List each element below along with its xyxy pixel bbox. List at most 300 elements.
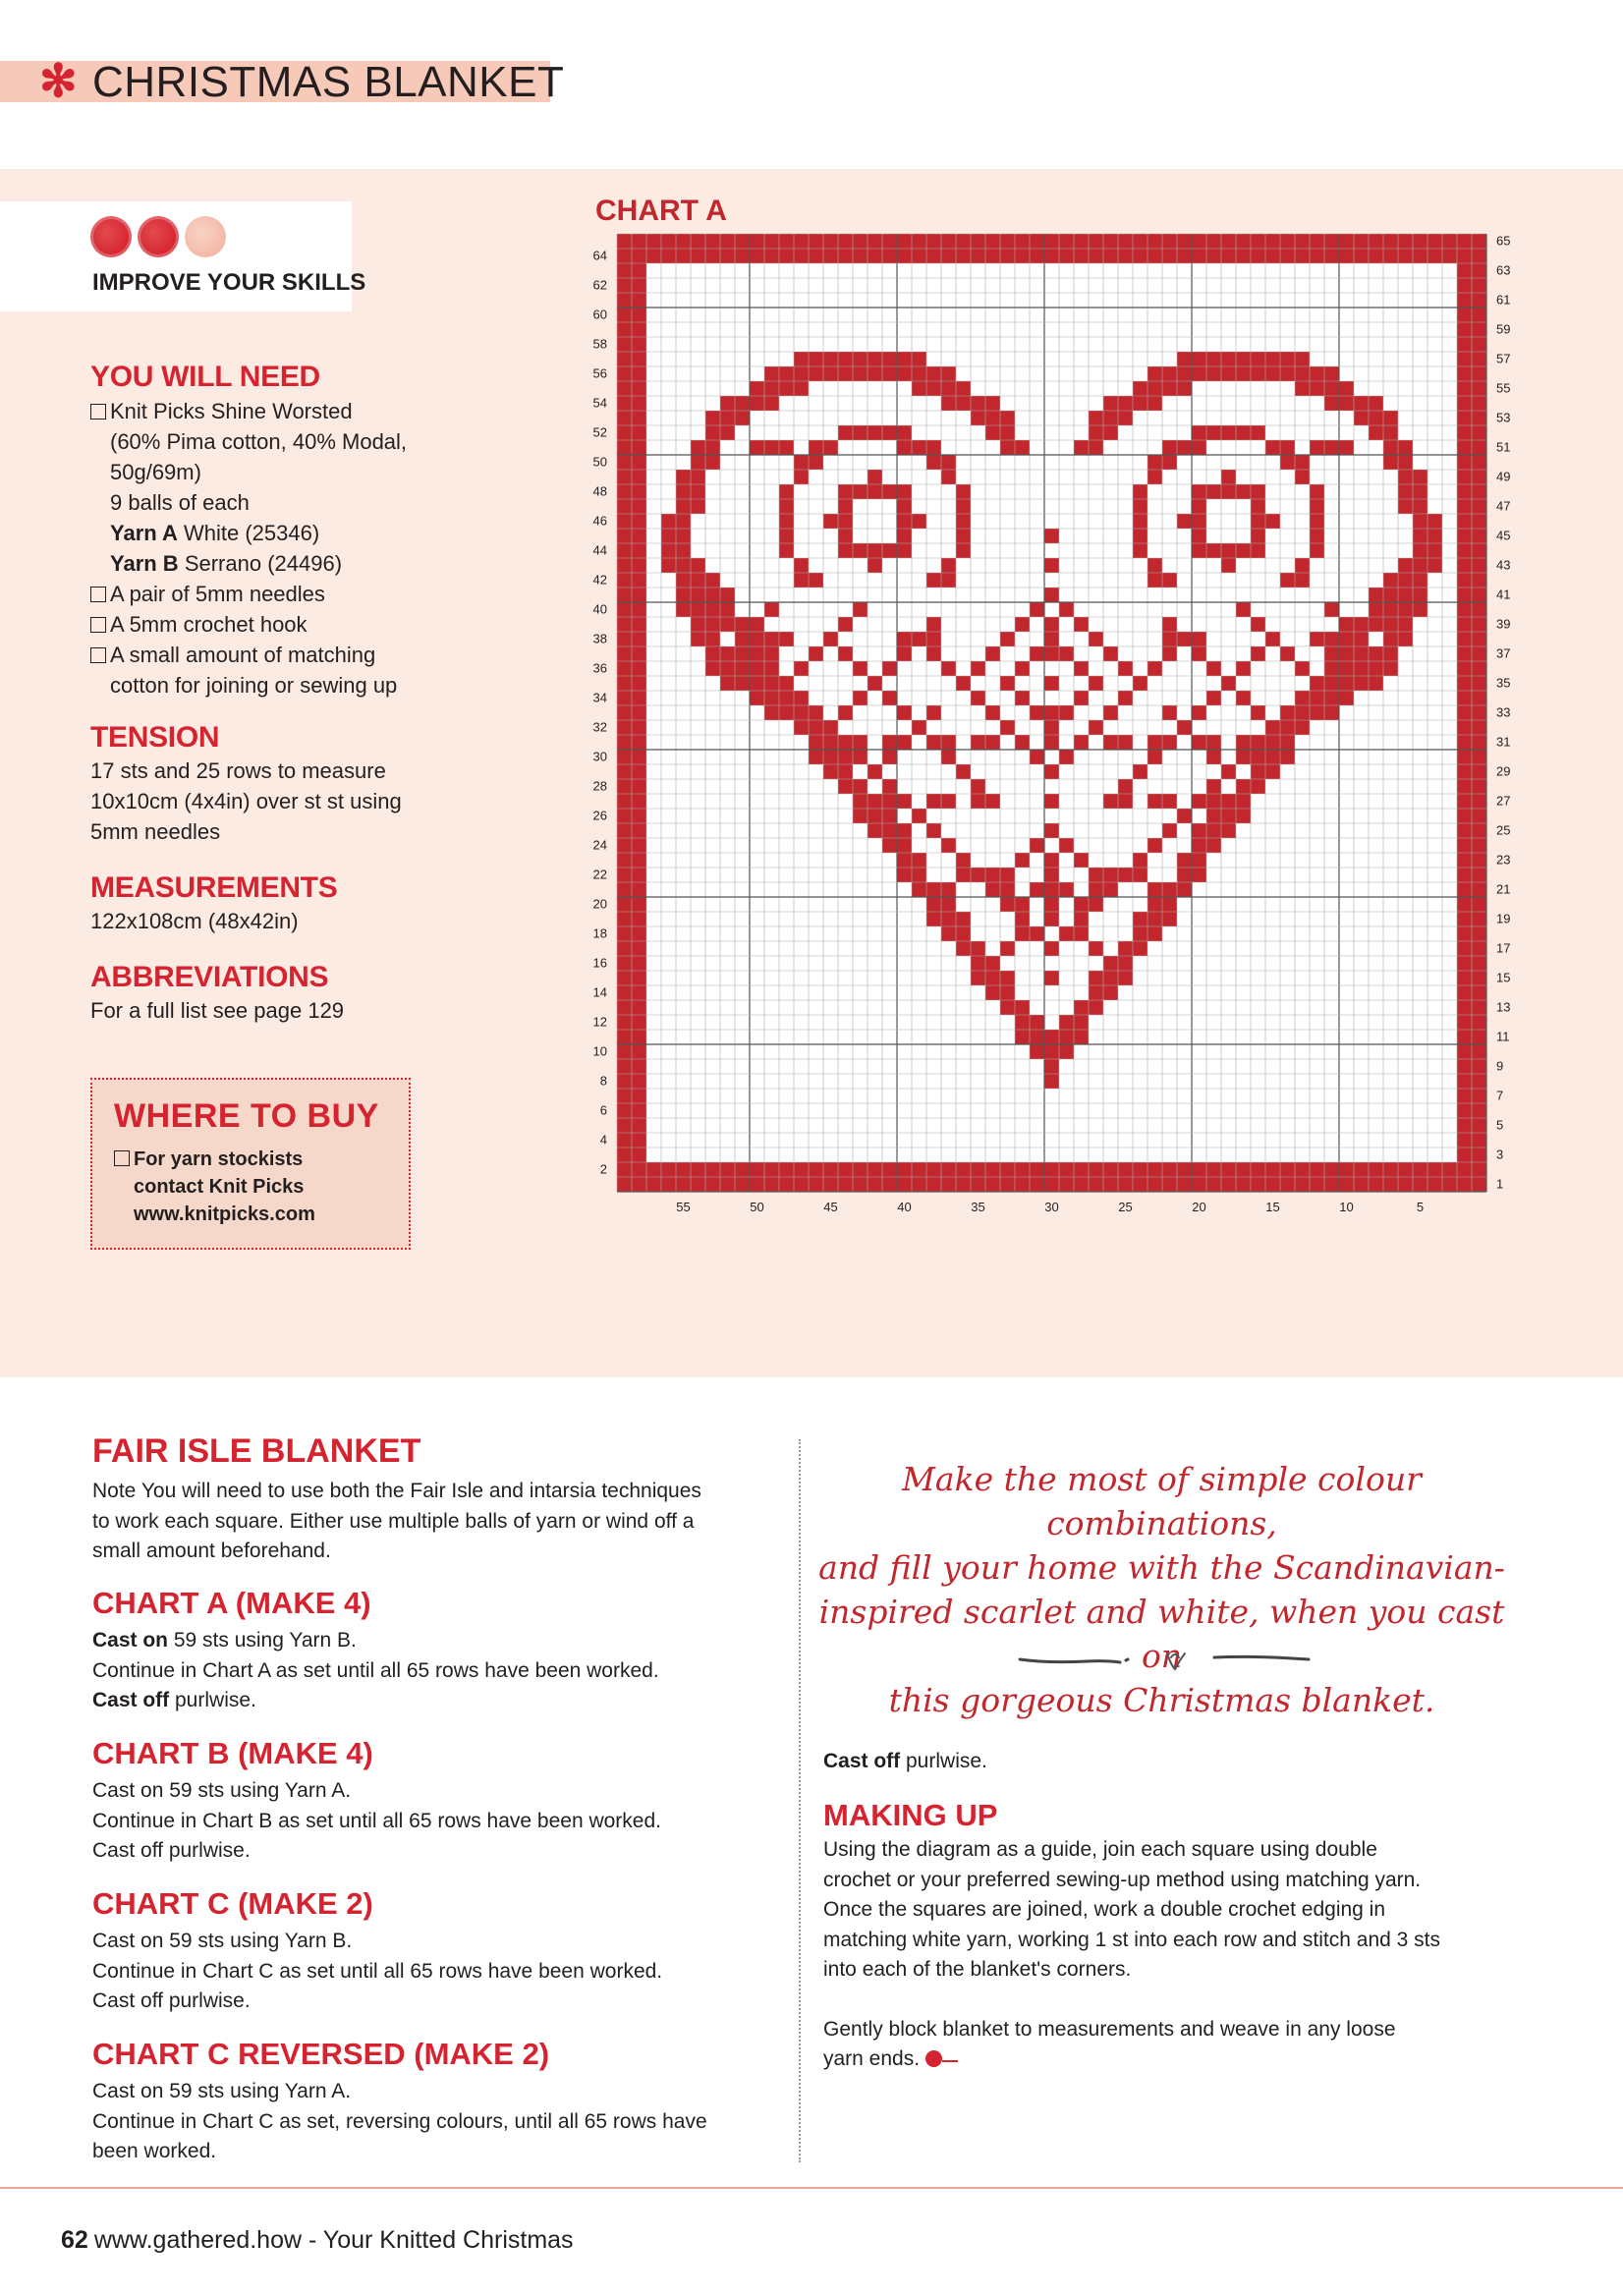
- stitch-cell: [1472, 337, 1486, 352]
- stitch-cell: [632, 1162, 646, 1177]
- stitch-cell: [1147, 926, 1162, 941]
- stitch-cell: [838, 529, 853, 543]
- stitch-cell: [1147, 1162, 1162, 1177]
- stitch-cell: [985, 396, 1000, 411]
- stitch-cell: [1457, 691, 1472, 705]
- stitch-cell: [1472, 322, 1486, 337]
- skill-rating: [90, 216, 226, 257]
- row-label: 34: [592, 690, 607, 705]
- stitch-cell: [632, 455, 646, 470]
- stitch-cell: [1118, 411, 1133, 425]
- stitch-cell: [1133, 1177, 1147, 1192]
- stitch-cell: [1147, 897, 1162, 912]
- stitch-cell: [1192, 853, 1206, 868]
- stitch-cell: [632, 1059, 646, 1074]
- stitch-cell: [735, 1177, 750, 1192]
- stitch-cell: [1000, 411, 1015, 425]
- stitch-cell: [912, 809, 926, 823]
- stitch-cell: [705, 1177, 720, 1192]
- stitch-cell: [691, 602, 705, 617]
- stitch-cell: [1457, 676, 1472, 691]
- note-line: small amount beforehand.: [92, 1540, 331, 1562]
- stitch-cell: [1472, 1030, 1486, 1044]
- stitch-cell: [897, 838, 912, 853]
- stitch-cell: [867, 794, 882, 809]
- stitch-cell: [1442, 1177, 1457, 1192]
- stitch-cell: [1472, 455, 1486, 470]
- stitch-cell: [1265, 764, 1280, 779]
- stitch-cell: [1103, 1177, 1118, 1192]
- stitch-cell: [985, 425, 1000, 440]
- stitch-cell: [1000, 234, 1015, 249]
- stitch-cell: [956, 529, 971, 543]
- stitch-cell: [1118, 1177, 1133, 1192]
- stitch-cell: [1192, 499, 1206, 514]
- stitch-cell: [1472, 1133, 1486, 1148]
- stitch-cell: [705, 646, 720, 661]
- stitch-cell: [1162, 1177, 1177, 1192]
- stitch-cell: [646, 1162, 661, 1177]
- stitch-cell: [1354, 646, 1369, 661]
- stitch-cell: [882, 809, 897, 823]
- stitch-cell: [1133, 529, 1147, 543]
- stitch-cell: [1015, 1015, 1030, 1030]
- stitch-cell: [1103, 956, 1118, 971]
- chart-cells: [617, 234, 1486, 1192]
- stitch-cell: [1280, 366, 1295, 381]
- stitch-cell: [1457, 573, 1472, 588]
- stitch-cell: [1044, 1044, 1059, 1059]
- row-label: 57: [1496, 351, 1511, 366]
- stitch-cell: [1457, 293, 1472, 308]
- stitch-cell: [1074, 1162, 1089, 1177]
- stitch-cell: [632, 440, 646, 455]
- stitch-cell: [632, 337, 646, 352]
- stitch-cell: [617, 455, 632, 470]
- stitch-cell: [1236, 425, 1251, 440]
- stitch-cell: [705, 234, 720, 249]
- stitch-cell: [646, 234, 661, 249]
- stitch-cell: [985, 971, 1000, 985]
- stitch-cell: [809, 705, 823, 720]
- stitch-cell: [1398, 602, 1413, 617]
- stitch-cell: [971, 396, 985, 411]
- stitch-cell: [617, 543, 632, 558]
- stitch-cell: [764, 705, 779, 720]
- stitch-cell: [1030, 1177, 1044, 1192]
- stitch-cell: [646, 1177, 661, 1192]
- stitch-cell: [1251, 366, 1265, 381]
- column-label: 55: [676, 1200, 691, 1214]
- stitch-cell: [750, 381, 764, 396]
- tension-heading: TENSION: [90, 721, 220, 754]
- stitch-cell: [1265, 720, 1280, 735]
- stitch-cell: [1074, 249, 1089, 263]
- stitch-cell: [897, 440, 912, 455]
- stitch-cell: [661, 249, 676, 263]
- stitch-cell: [1413, 499, 1427, 514]
- stitch-cell: [971, 794, 985, 809]
- list-item: 9 balls of each: [110, 490, 250, 515]
- row-label: 30: [592, 749, 607, 764]
- stitch-cell: [1147, 750, 1162, 764]
- stitch-cell: [1074, 691, 1089, 705]
- stitch-cell: [1457, 1148, 1472, 1162]
- stitch-cell: [882, 234, 897, 249]
- stitch-cell: [926, 705, 941, 720]
- stitch-cell: [676, 1177, 691, 1192]
- stitch-cell: [1472, 705, 1486, 720]
- stitch-cell: [1044, 249, 1059, 263]
- stitch-cell: [750, 440, 764, 455]
- stitch-cell: [617, 720, 632, 735]
- stitch-cell: [1383, 588, 1398, 602]
- stitch-cell: [617, 868, 632, 882]
- stitch-cell: [1236, 735, 1251, 750]
- stitch-cell: [1000, 897, 1015, 912]
- stitch-cell: [617, 1177, 632, 1192]
- row-label: 38: [592, 631, 607, 646]
- stitch-cell: [1133, 396, 1147, 411]
- yarn-ball-icon: [138, 216, 179, 257]
- stitch-cell: [809, 1177, 823, 1192]
- stitch-cell: [867, 1177, 882, 1192]
- stitch-cell: [956, 853, 971, 868]
- stitch-cell: [617, 750, 632, 764]
- stitch-cell: [1044, 529, 1059, 543]
- row-label: 64: [592, 248, 607, 263]
- stitch-cell: [941, 912, 956, 926]
- stitch-cell: [617, 573, 632, 588]
- stitch-cell: [1089, 234, 1103, 249]
- stitch-cell: [1457, 249, 1472, 263]
- stitch-cell: [867, 823, 882, 838]
- stitch-cell: [1398, 234, 1413, 249]
- page-number: 62: [61, 2226, 88, 2254]
- stitch-cell: [1413, 529, 1427, 543]
- yarn-ball-outline-icon: [185, 216, 226, 257]
- stitch-cell: [1457, 366, 1472, 381]
- stitch-cell: [1089, 440, 1103, 455]
- stitch-cell: [1472, 366, 1486, 381]
- column-label: 25: [1118, 1200, 1133, 1214]
- stitch-cell: [1324, 234, 1339, 249]
- chart-c-reversed-heading: CHART C REVERSED (MAKE 2): [92, 2037, 550, 2071]
- stitch-cell: [676, 484, 691, 499]
- stitch-cell: [1044, 1059, 1059, 1074]
- row-label: 29: [1496, 763, 1511, 779]
- stitch-cell: [1354, 396, 1369, 411]
- stitch-cell: [897, 499, 912, 514]
- stitch-cell: [1251, 779, 1265, 794]
- stitch-cell: [691, 234, 705, 249]
- stitch-cell: [1457, 234, 1472, 249]
- buy-link[interactable]: www.knitpicks.com: [134, 1204, 315, 1225]
- stitch-cell: [1089, 632, 1103, 646]
- stitch-cell: [853, 249, 867, 263]
- stitch-cell: [867, 352, 882, 366]
- chart-a-heading: CHART A (MAKE 4): [92, 1586, 371, 1620]
- stitch-cell: [941, 234, 956, 249]
- stitch-cell: [720, 234, 735, 249]
- stitch-cell: [1221, 470, 1236, 484]
- stitch-cell: [1369, 411, 1383, 425]
- stitch-cell: [1030, 882, 1044, 897]
- stitch-cell: [1103, 705, 1118, 720]
- stitch-cell: [1472, 1148, 1486, 1162]
- stitch-cell: [632, 425, 646, 440]
- stitch-cell: [853, 425, 867, 440]
- stitch-cell: [632, 720, 646, 735]
- stitch-cell: [867, 484, 882, 499]
- stitch-cell: [985, 985, 1000, 1000]
- stitch-cell: [956, 926, 971, 941]
- stitch-cell: [661, 1177, 676, 1192]
- stitch-cell: [1472, 676, 1486, 691]
- row-label: 25: [1496, 822, 1511, 838]
- list-item: A pair of 5mm needles: [110, 582, 325, 606]
- stitch-cell: [941, 249, 956, 263]
- row-label: 65: [1496, 233, 1511, 249]
- stitch-cell: [1457, 322, 1472, 337]
- stitch-cell: [779, 484, 794, 499]
- stitch-cell: [617, 941, 632, 956]
- stitch-cell: [985, 882, 1000, 897]
- stitch-cell: [912, 720, 926, 735]
- measurements-heading: MEASUREMENTS: [90, 871, 338, 904]
- stitch-cell: [617, 234, 632, 249]
- stitch-cell: [1472, 691, 1486, 705]
- cast-off-text: Cast off purlwise.: [92, 1989, 251, 2012]
- stitch-cell: [1030, 249, 1044, 263]
- row-label: 43: [1496, 557, 1511, 573]
- stitch-cell: [617, 705, 632, 720]
- stitch-cell: [926, 617, 941, 632]
- stitch-cell: [1089, 882, 1103, 897]
- stitch-cell: [1457, 779, 1472, 794]
- stitch-cell: [1000, 882, 1015, 897]
- stitch-cell: [1044, 646, 1059, 661]
- stitch-cell: [1192, 484, 1206, 499]
- cast-on-text: 59 sts using Yarn B.: [168, 1629, 357, 1652]
- stitch-cell: [1251, 1162, 1265, 1177]
- stitch-cell: [1472, 868, 1486, 882]
- stitch-cell: [617, 661, 632, 676]
- stitch-cell: [1265, 1177, 1280, 1192]
- stitch-cell: [1059, 602, 1074, 617]
- stitch-cell: [794, 661, 809, 676]
- skill-label: IMPROVE YOUR SKILLS: [92, 269, 366, 296]
- stitch-cell: [1015, 617, 1030, 632]
- stitch-cell: [1206, 1177, 1221, 1192]
- stitch-cell: [1472, 499, 1486, 514]
- stitch-cell: [1472, 278, 1486, 293]
- stitch-cell: [705, 661, 720, 676]
- stitch-cell: [676, 602, 691, 617]
- stitch-cell: [985, 249, 1000, 263]
- stitch-cell: [735, 646, 750, 661]
- stitch-cell: [1280, 352, 1295, 366]
- stitch-cell: [735, 617, 750, 632]
- stitch-cell: [1059, 646, 1074, 661]
- checkbox-icon: [90, 647, 106, 663]
- stitch-cell: [882, 794, 897, 809]
- stitch-cell: [971, 691, 985, 705]
- stitch-cell: [1192, 823, 1206, 838]
- stitch-cell: [720, 1162, 735, 1177]
- stitch-cell: [632, 1000, 646, 1015]
- stitch-cell: [1398, 558, 1413, 573]
- stitch-cell: [1457, 352, 1472, 366]
- stitch-cell: [1310, 691, 1324, 705]
- stitch-cell: [1457, 588, 1472, 602]
- stitch-cell: [1177, 249, 1192, 263]
- stitch-cell: [1192, 425, 1206, 440]
- stitch-cell: [1354, 411, 1369, 425]
- tension-line: 10x10cm (4x4in) over st st using: [90, 789, 402, 813]
- stitch-cell: [1221, 558, 1236, 573]
- stitch-cell: [926, 1162, 941, 1177]
- stitch-cell: [735, 411, 750, 425]
- stitch-cell: [1133, 764, 1147, 779]
- stitch-cell: [853, 735, 867, 750]
- stitch-cell: [941, 794, 956, 809]
- stitch-cell: [1236, 794, 1251, 809]
- stitch-cell: [632, 985, 646, 1000]
- stitch-cell: [853, 794, 867, 809]
- stitch-cell: [617, 1133, 632, 1148]
- stitch-cell: [1133, 484, 1147, 499]
- stitch-cell: [705, 573, 720, 588]
- stitch-cell: [1457, 499, 1472, 514]
- stitch-cell: [1015, 1000, 1030, 1015]
- stitch-cell: [1059, 1177, 1074, 1192]
- stitch-cell: [1369, 396, 1383, 411]
- stitch-cell: [882, 484, 897, 499]
- stitch-cell: [1472, 912, 1486, 926]
- making-up-line: crochet or your preferred sewing-up method using matching yarn.: [823, 1868, 1422, 1891]
- stitch-cell: [691, 484, 705, 499]
- stitch-cell: [1310, 632, 1324, 646]
- stitch-cell: [1162, 234, 1177, 249]
- stitch-cell: [971, 1162, 985, 1177]
- stitch-cell: [823, 764, 838, 779]
- stitch-cell: [838, 484, 853, 499]
- stitch-cell: [632, 411, 646, 425]
- stitch-cell: [912, 352, 926, 366]
- stitch-cell: [794, 573, 809, 588]
- stitch-cell: [941, 573, 956, 588]
- stitch-cell: [764, 1177, 779, 1192]
- list-item: Knit Picks Shine Worsted: [110, 399, 353, 423]
- chart-c-reversed-instructions: [92, 2077, 707, 2167]
- stitch-cell: [794, 455, 809, 470]
- stitch-cell: [1280, 646, 1295, 661]
- stitch-cell: [1044, 794, 1059, 809]
- buy-line: contact Knit Picks: [134, 1176, 305, 1198]
- stitch-cell: [1398, 617, 1413, 632]
- stitch-cell: [632, 381, 646, 396]
- quote-line: Make the most of simple colour combinations,: [902, 1460, 1422, 1542]
- stitch-cell: [1280, 1162, 1295, 1177]
- stitch-cell: [1472, 926, 1486, 941]
- stitch-cell: [1000, 1000, 1015, 1015]
- stitch-cell: [617, 985, 632, 1000]
- stitch-cell: [1310, 514, 1324, 529]
- stitch-cell: [617, 249, 632, 263]
- stitch-cell: [1089, 897, 1103, 912]
- stitch-cell: [956, 676, 971, 691]
- row-label: 63: [1496, 262, 1511, 278]
- stitch-cell: [1369, 646, 1383, 661]
- stitch-cell: [1206, 794, 1221, 809]
- stitch-cell: [1457, 661, 1472, 676]
- stitch-cell: [823, 514, 838, 529]
- stitch-cell: [1147, 573, 1162, 588]
- stitch-cell: [1162, 897, 1177, 912]
- stitch-cell: [1472, 263, 1486, 278]
- stitch-cell: [1118, 691, 1133, 705]
- stitch-cell: [1015, 249, 1030, 263]
- stitch-cell: [1177, 234, 1192, 249]
- stitch-cell: [632, 1103, 646, 1118]
- stitch-cell: [897, 1162, 912, 1177]
- stitch-cell: [1398, 455, 1413, 470]
- stitch-cell: [1133, 514, 1147, 529]
- stitch-cell: [985, 1162, 1000, 1177]
- stitch-cell: [1265, 366, 1280, 381]
- quote-line: inspired scarlet and white, when you cast on: [818, 1593, 1505, 1675]
- row-label: 17: [1496, 940, 1511, 956]
- stitch-cell: [1044, 1162, 1059, 1177]
- stitch-cell: [764, 234, 779, 249]
- row-label: 18: [592, 925, 607, 941]
- stitch-cell: [956, 868, 971, 882]
- stitch-cell: [617, 278, 632, 293]
- stitch-cell: [1457, 396, 1472, 411]
- tension-line: 5mm needles: [90, 819, 221, 844]
- stitch-cell: [1251, 764, 1265, 779]
- stitch-cell: [794, 366, 809, 381]
- stitch-cell: [956, 764, 971, 779]
- stitch-cell: [1324, 1162, 1339, 1177]
- stitch-cell: [867, 558, 882, 573]
- stitch-cell: [705, 1162, 720, 1177]
- stitch-cell: [1265, 249, 1280, 263]
- stitch-cell: [632, 1044, 646, 1059]
- stitch-cell: [1472, 529, 1486, 543]
- row-label: 50: [592, 454, 607, 470]
- list-item: [90, 518, 415, 548]
- note-line: Note You will need to use both the Fair Isle and intarsia techniques: [92, 1480, 701, 1502]
- checkbox-icon: [114, 1150, 130, 1166]
- stitch-cell: [1413, 558, 1427, 573]
- stitch-cell: [1192, 440, 1206, 455]
- stitch-cell: [1236, 352, 1251, 366]
- stitch-cell: [1074, 897, 1089, 912]
- stitch-cell: [632, 278, 646, 293]
- stitch-cell: [823, 1162, 838, 1177]
- stitch-cell: [1295, 1162, 1310, 1177]
- stitch-cell: [617, 823, 632, 838]
- stitch-cell: [1339, 632, 1354, 646]
- stitch-cell: [1339, 440, 1354, 455]
- cast-on-text: Cast on 59 sts using Yarn B.: [92, 1930, 353, 1952]
- stitch-cell: [809, 750, 823, 764]
- chart-a-instructions: [92, 1626, 659, 1716]
- stitch-cell: [1457, 1133, 1472, 1148]
- stitch-cell: [956, 1162, 971, 1177]
